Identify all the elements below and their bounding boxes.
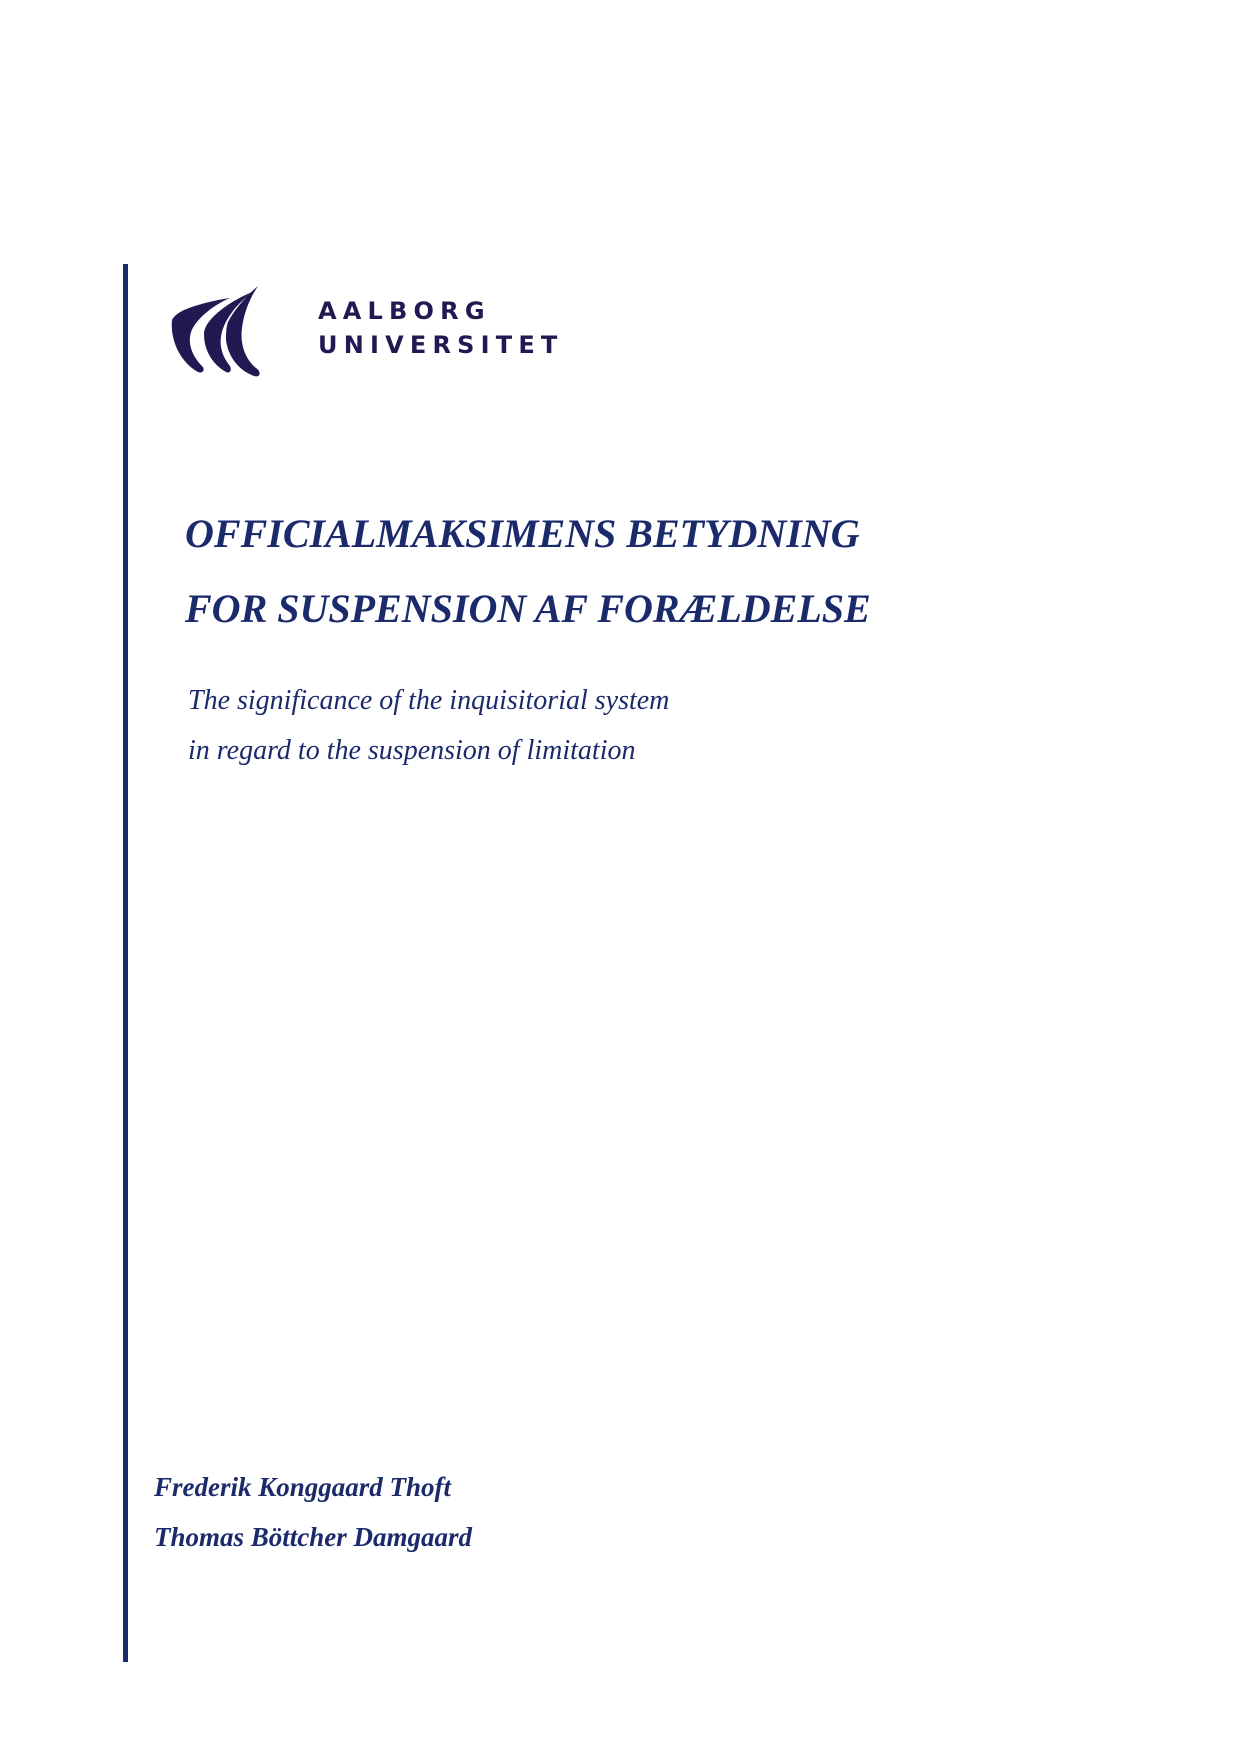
- university-name: [318, 294, 564, 362]
- aalborg-university-waves-icon: [168, 282, 264, 378]
- thesis-subtitle-line1: The significance of the inquisitorial system: [188, 685, 670, 716]
- thesis-title-line1: OFFICIALMAKSIMENS BETYDNING: [185, 511, 860, 556]
- author-name: Frederik Konggaard Thoft: [154, 1472, 452, 1502]
- thesis-subtitle: [188, 676, 669, 776]
- thesis-title-line2: FOR SUSPENSION AF FORÆLDELSE: [185, 586, 871, 631]
- university-name-line1: AALBORG: [318, 297, 491, 325]
- university-name-line2: UNIVERSITET: [318, 331, 564, 359]
- author-list: [154, 1462, 472, 1562]
- thesis-subtitle-line2: in regard to the suspension of limitation: [188, 735, 636, 766]
- left-vertical-rule: [123, 264, 128, 1662]
- thesis-title: [185, 496, 871, 646]
- author-name: Thomas Böttcher Damgaard: [154, 1522, 473, 1552]
